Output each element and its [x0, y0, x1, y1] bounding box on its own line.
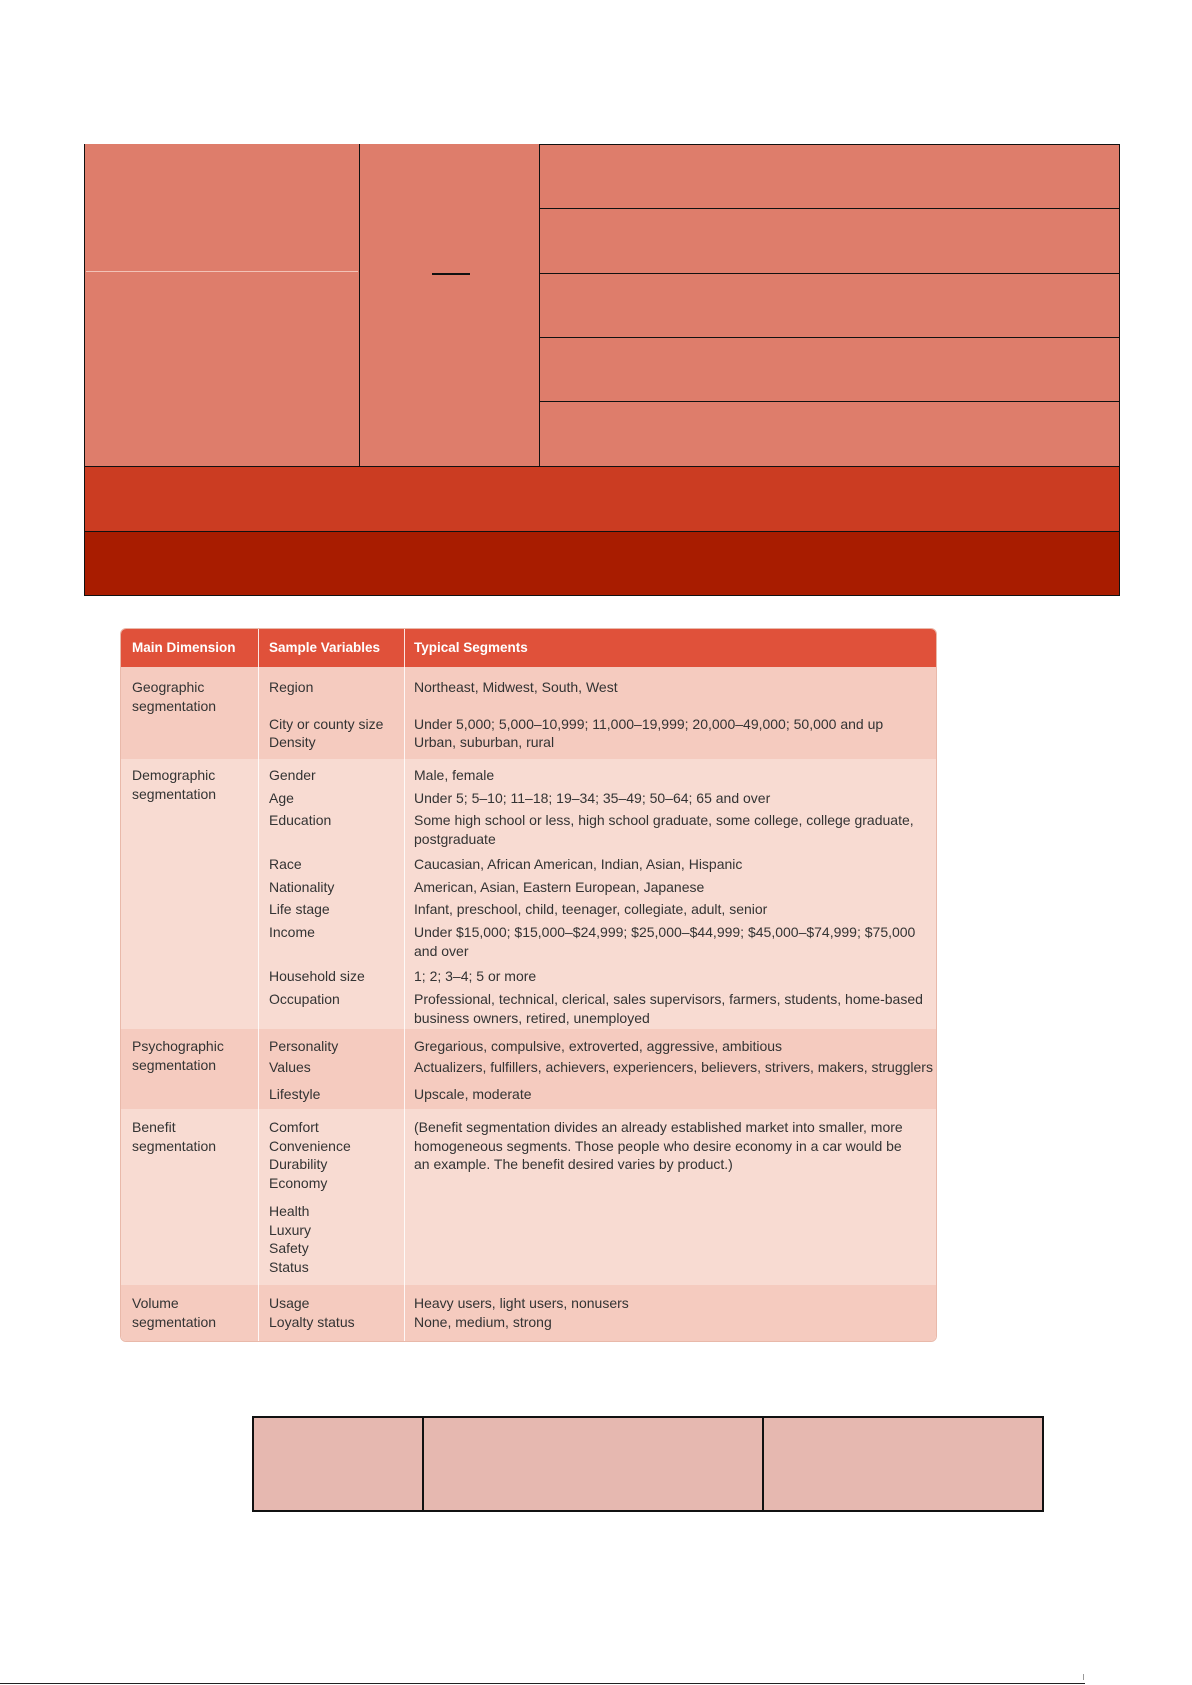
footer-tick	[1083, 1674, 1084, 1680]
top-table-right-row-2	[539, 208, 1120, 274]
top-table-left-divider	[86, 271, 358, 272]
divider	[258, 1109, 259, 1285]
top-table-middle-cell	[360, 144, 540, 466]
divider	[258, 667, 259, 759]
dimension-label: Demographic segmentation	[132, 767, 217, 802]
top-table-right-row-4	[539, 337, 1120, 402]
variable-label: Occupation	[269, 991, 340, 1007]
variable-list: Health Luxury Safety Status	[269, 1203, 312, 1275]
segment-text: Under 5,000; 5,000–10,999; 11,000–19,999; 20,000–49,000; 50,000 and up	[414, 716, 884, 732]
segment-text: Infant, preschool, child, teenager, collegiate, adult, senior	[414, 901, 768, 917]
top-table-right-row-3	[539, 273, 1120, 338]
top-table-band-1	[84, 466, 1120, 531]
bottom-pink-table	[252, 1416, 1044, 1512]
section-geographic	[121, 667, 936, 759]
variable-label: Life stage	[269, 901, 330, 917]
segment-text: 1; 2; 3–4; 5 or more	[414, 968, 537, 984]
variable-label: Region	[269, 679, 314, 695]
variable-label: Education	[269, 812, 332, 828]
section-psychographic	[121, 1029, 936, 1109]
variable-label: Household size	[269, 968, 365, 984]
dimension-label: Geographic segmentation	[132, 679, 217, 714]
segment-text: Under $15,000; $15,000–$24,999; $25,000–$44,999; $45,000–$74,999; $75,000 and over	[414, 924, 916, 959]
divider	[258, 1029, 259, 1109]
variable-label: Values	[269, 1059, 311, 1075]
variable-label: Loyalty status	[269, 1314, 355, 1330]
header-divider-2	[404, 629, 405, 667]
variable-label: Nationality	[269, 879, 335, 895]
segment-text: Professional, technical, clerical, sales supervisors, farmers, students, home-based business owners, retired, unemployed	[414, 991, 923, 1026]
segment-text: Some high school or less, high school graduate, some college, college graduate, postgraduate	[414, 812, 914, 847]
segment-text: Caucasian, African American, Indian, Asian, Hispanic	[414, 856, 743, 872]
segment-text: Urban, suburban, rural	[414, 734, 555, 750]
header-typical-segments: Typical Segments	[414, 640, 528, 655]
variable-label: City or county size	[269, 716, 384, 732]
segment-text: (Benefit segmentation divides an already established market into smaller, more homogeneous segments. Those people who desire economy in a car would be an example. The benefit desired varies by product.)	[414, 1119, 903, 1172]
header-main-dimension: Main Dimension	[132, 640, 236, 655]
bottom-table-cell-3	[762, 1416, 1044, 1512]
variable-label: Race	[269, 856, 302, 872]
section-benefit	[121, 1109, 936, 1285]
segment-text: Actualizers, fulfillers, achievers, experiencers, believers, strivers, makers, strugglers	[414, 1059, 933, 1075]
segment-text: None, medium, strong	[414, 1314, 552, 1330]
variable-label: Age	[269, 790, 294, 806]
bottom-table-cell-1	[252, 1416, 424, 1512]
top-table-middle-dash	[432, 273, 470, 275]
segment-text: American, Asian, Eastern European, Japanese	[414, 879, 705, 895]
variable-label: Income	[269, 924, 315, 940]
section-demographic	[121, 759, 936, 1029]
variable-label: Density	[269, 734, 316, 750]
segment-text: Heavy users, light users, nonusers	[414, 1295, 629, 1311]
top-table-right-row-5	[539, 401, 1120, 467]
dimension-label: Volume segmentation	[132, 1295, 217, 1330]
dimension-label: Benefit segmentation	[132, 1119, 217, 1154]
segmentation-table	[120, 628, 937, 1342]
divider	[258, 1285, 259, 1342]
dimension-label: Psychographic segmentation	[132, 1038, 224, 1073]
variable-list: Comfort Convenience Durability Economy	[269, 1119, 351, 1191]
section-volume	[121, 1285, 936, 1342]
segment-text: Northeast, Midwest, South, West	[414, 679, 618, 695]
top-color-table	[84, 144, 1120, 596]
bottom-table-cell-2	[422, 1416, 764, 1512]
variable-label: Usage	[269, 1295, 310, 1311]
segment-text: Male, female	[414, 767, 495, 783]
segment-text: Upscale, moderate	[414, 1086, 532, 1102]
top-table-left-cell	[84, 144, 360, 466]
divider	[258, 759, 259, 1029]
variable-label: Gender	[269, 767, 316, 783]
header-divider-1	[258, 629, 259, 667]
variable-label: Lifestyle	[269, 1086, 321, 1102]
variable-label: Personality	[269, 1038, 339, 1054]
top-table-right-row-1	[539, 144, 1120, 209]
segmentation-table-header	[121, 629, 936, 667]
footer-rule	[0, 1683, 1085, 1684]
header-sample-variables: Sample Variables	[269, 640, 381, 655]
segment-text: Under 5; 5–10; 11–18; 19–34; 35–49; 50–64; 65 and over	[414, 790, 771, 806]
top-table-band-2	[84, 531, 1120, 596]
segment-text: Gregarious, compulsive, extroverted, aggressive, ambitious	[414, 1038, 783, 1054]
